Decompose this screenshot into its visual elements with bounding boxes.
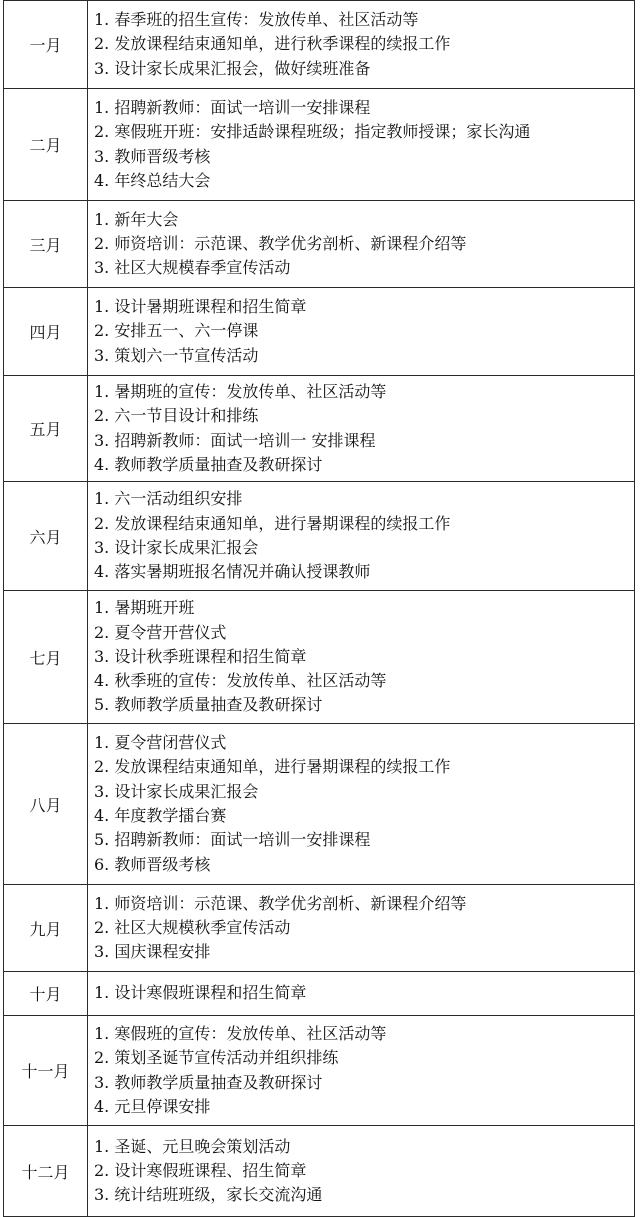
month-label: 八月 bbox=[4, 724, 88, 885]
task-item: 2. 社区大规模秋季宣传活动 bbox=[94, 917, 291, 937]
month-label: 十月 bbox=[4, 972, 88, 1016]
task-item: 2. 发放课程结束通知单，进行暑期课程的续报工作 bbox=[94, 757, 451, 777]
month-tasks bbox=[88, 972, 635, 1016]
month-label: 七月 bbox=[4, 591, 88, 724]
task-item: 1. 春季班的招生宣传：发放传单、社区活动等 bbox=[94, 10, 419, 30]
task-item: 1. 夏令营闭营仪式 bbox=[94, 733, 227, 753]
month-row bbox=[4, 201, 635, 288]
month-tasks bbox=[88, 376, 635, 482]
task-item: 2. 六一节目设计和排练 bbox=[94, 406, 259, 426]
task-item: 3. 招聘新教师：面试一培训一 安排课程 bbox=[94, 430, 376, 450]
task-item: 1. 设计寒假班课程和招生简章 bbox=[94, 983, 307, 1003]
task-item: 2. 师资培训：示范课、教学优劣剖析、新课程介绍等 bbox=[94, 233, 467, 253]
month-label: 三月 bbox=[4, 201, 88, 288]
task-item: 3. 设计家长成果汇报会 bbox=[94, 538, 259, 557]
task-item: 3. 国庆课程安排 bbox=[94, 942, 211, 962]
month-tasks bbox=[88, 89, 635, 201]
month-row bbox=[4, 89, 635, 201]
month-label: 六月 bbox=[4, 482, 88, 591]
task-item: 2. 安排五一、六一停课 bbox=[94, 321, 259, 341]
task-item: 3. 策划六一节宣传活动 bbox=[94, 345, 259, 365]
task-item: 1. 暑期班的宣传：发放传单、社区活动等 bbox=[94, 381, 387, 401]
task-item: 2. 寒假班开班：安排适龄课程班级；指定教师授课；家长沟通 bbox=[94, 122, 531, 142]
month-row bbox=[4, 1016, 635, 1126]
task-item: 4. 年度教学擂台赛 bbox=[94, 806, 227, 825]
task-item: 2. 夏令营开营仪式 bbox=[94, 622, 227, 642]
task-item: 5. 招聘新教师：面试一培训一安排课程 bbox=[94, 830, 371, 850]
month-label: 一月 bbox=[4, 1, 88, 89]
month-tasks bbox=[88, 201, 635, 288]
task-item: 3. 社区大规模春季宣传活动 bbox=[94, 258, 291, 278]
month-row bbox=[4, 482, 635, 591]
schedule-body bbox=[4, 1, 635, 1217]
task-item: 5. 教师教学质量抽查及教研探讨 bbox=[94, 695, 323, 715]
task-item: 4. 落实暑期班报名情况并确认授课教师 bbox=[94, 562, 371, 582]
task-item: 3. 教师教学质量抽查及教研探讨 bbox=[94, 1072, 323, 1092]
month-tasks bbox=[88, 1, 635, 89]
month-row bbox=[4, 885, 635, 972]
task-item: 3. 统计结班班级，家长交流沟通 bbox=[94, 1185, 323, 1205]
month-tasks bbox=[88, 591, 635, 724]
task-item: 1. 新年大会 bbox=[94, 209, 179, 229]
month-row bbox=[4, 724, 635, 885]
task-item: 2. 设计寒假班课程、招生简章 bbox=[94, 1160, 307, 1180]
month-label: 九月 bbox=[4, 885, 88, 972]
task-item: 1. 寒假班的宣传：发放传单、社区活动等 bbox=[94, 1023, 387, 1043]
task-item: 4. 年终总结大会 bbox=[94, 170, 211, 190]
task-item: 1. 六一活动组织安排 bbox=[94, 489, 243, 509]
month-row bbox=[4, 1126, 635, 1217]
month-row bbox=[4, 591, 635, 724]
month-label: 十二月 bbox=[4, 1126, 88, 1217]
task-item: 1. 暑期班开班 bbox=[94, 598, 195, 618]
month-row bbox=[4, 376, 635, 482]
month-label: 二月 bbox=[4, 89, 88, 201]
task-item: 3. 教师晋级考核 bbox=[94, 146, 211, 166]
task-item: 2. 发放课程结束通知单，进行暑期课程的续报工作 bbox=[94, 513, 451, 533]
month-row bbox=[4, 972, 635, 1016]
month-tasks bbox=[88, 482, 635, 591]
task-item: 6. 教师晋级考核 bbox=[94, 854, 211, 874]
month-row bbox=[4, 288, 635, 376]
month-tasks bbox=[88, 724, 635, 885]
month-label: 五月 bbox=[4, 376, 88, 482]
task-item: 4. 秋季班的宣传：发放传单、社区活动等 bbox=[94, 671, 387, 691]
month-label: 十一月 bbox=[4, 1016, 88, 1126]
month-row bbox=[4, 1, 635, 89]
task-item: 3. 设计家长成果汇报会 bbox=[94, 781, 259, 801]
monthly-schedule-table bbox=[3, 0, 635, 1217]
task-item: 1. 招聘新教师：面试一培训一安排课程 bbox=[94, 97, 371, 117]
month-tasks bbox=[88, 885, 635, 972]
task-item: 1. 设计暑期班课程和招生简章 bbox=[94, 297, 307, 317]
month-tasks bbox=[88, 1016, 635, 1126]
task-item: 3. 设计秋季班课程和招生简章 bbox=[94, 646, 307, 666]
task-item: 1. 师资培训：示范课、教学优劣剖析、新课程介绍等 bbox=[94, 893, 467, 913]
month-tasks bbox=[88, 288, 635, 376]
task-item: 4. 元旦停课安排 bbox=[94, 1096, 211, 1116]
month-label: 四月 bbox=[4, 288, 88, 376]
task-item: 2. 策划圣诞节宣传活动并组织排练 bbox=[94, 1048, 339, 1068]
task-item: 4. 教师教学质量抽查及教研探讨 bbox=[94, 454, 323, 474]
task-item: 2. 发放课程结束通知单，进行秋季课程的续报工作 bbox=[94, 34, 451, 54]
task-item: 1. 圣诞、元旦晚会策划活动 bbox=[94, 1136, 291, 1156]
month-tasks bbox=[88, 1126, 635, 1217]
task-item: 3. 设计家长成果汇报会，做好续班准备 bbox=[94, 58, 371, 78]
